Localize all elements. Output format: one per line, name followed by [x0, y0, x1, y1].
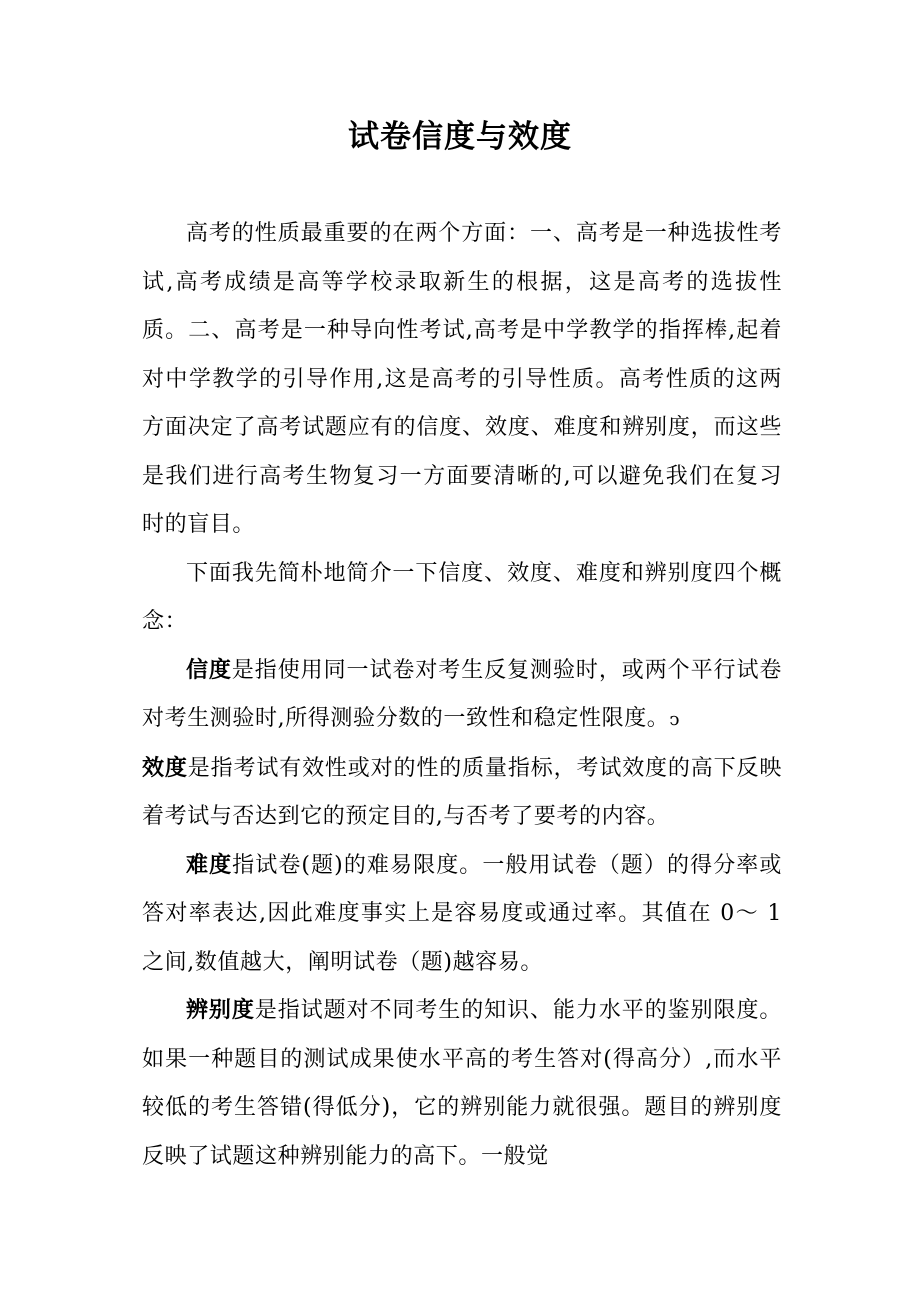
- paragraph-text: 是指试题对不同考生的知识、能力水平的鉴别限度。如果一种题目的测试成果使水平高的考生答对(得高分）,而水平较低的考生答错(得低分)，它的辨别能力就很强。题目的辨别度反映了试题这种辨别能力的高下。一般觉: [142, 998, 782, 1169]
- paragraph-difficulty: [142, 842, 782, 988]
- document-body: [142, 210, 782, 1181]
- paragraph-text: 高考的性质最重要的在两个方面：一、高考是一种选拔性考试,高考成绩是高等学校录取新生的根据，这是高考的选拔性质。二、高考是一种导向性考试,高考是中学教学的指挥棒,起着对中学教学的引导作用,这是高考的引导性质。高考性质的这两方面决定了高考试题应有的信度、效度、难度和辨别度，而这些是我们进行高考生物复习一方面要清晰的,可以避免我们在复习时的盲目。: [142, 221, 782, 537]
- paragraph-overview: [142, 550, 782, 647]
- term-discrimination: 辨别度: [186, 998, 255, 1023]
- paragraph-text: 是指使用同一试卷对考生反复测验时，或两个平行试卷对考生测验时,所得测验分数的一致性和稳定性限度。: [142, 657, 782, 731]
- term-reliability: 信度: [186, 657, 232, 683]
- paragraph-discrimination: [142, 987, 782, 1181]
- paragraph-reliability: [142, 647, 782, 745]
- paragraph-intro: [142, 210, 782, 550]
- term-difficulty: 难度: [186, 852, 233, 878]
- paragraph-validity: [142, 745, 782, 842]
- paragraph-text: 指试卷(题)的难易限度。一般用试卷（题）的得分率或答对率表达,因此难度事实上是容易度或通过率。其值在 0～ 1 之间,数值越大，阐明试卷（题)越容易。: [142, 852, 782, 975]
- paragraph-text: 是指考试有效性或对的性的质量指标，考试效度的高下反映着考试与否达到它的预定目的,与否考了要考的内容。: [142, 755, 782, 829]
- term-validity: 效度: [142, 755, 188, 781]
- paragraph-text: 下面我先简朴地简介一下信度、效度、难度和辨别度四个概念：: [142, 560, 782, 634]
- paragraph-mark: ↄ: [669, 709, 681, 730]
- document-title: 试卷信度与效度: [348, 119, 572, 155]
